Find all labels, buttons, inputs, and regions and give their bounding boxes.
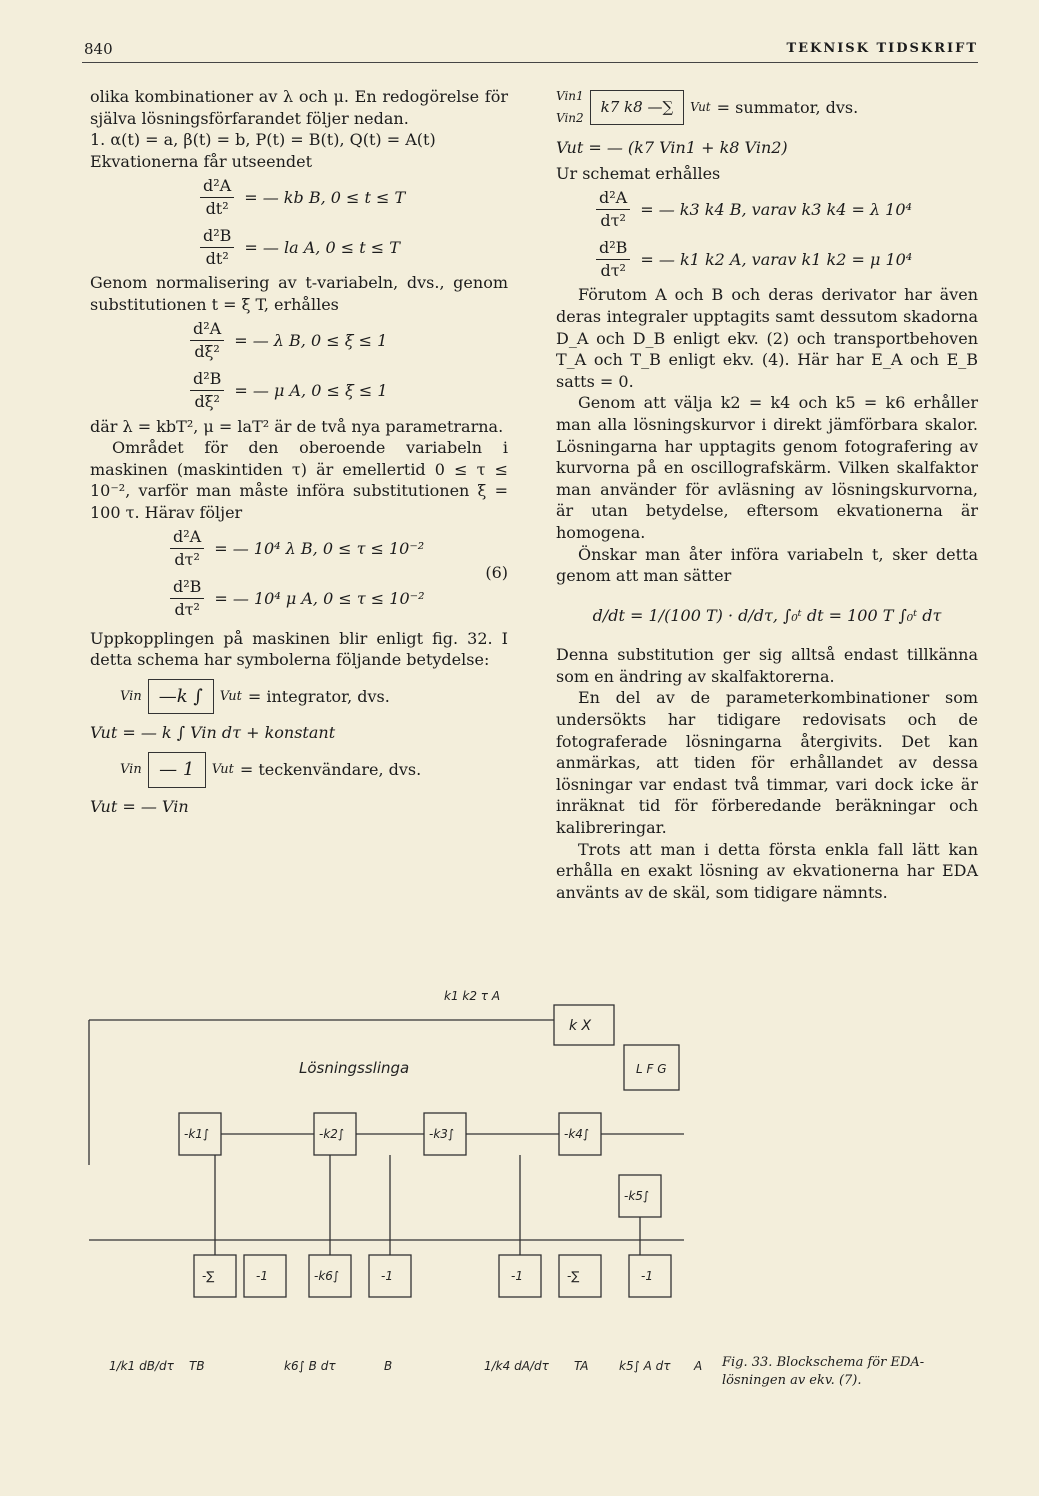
integrator-symbol: Vin —k ∫ Vut = integrator, dvs. (90, 679, 508, 715)
inverter-equation: Vut = — Vin (90, 796, 189, 816)
block-label: -1 (256, 1269, 268, 1283)
figure-top-label: k1 k2 τ A (444, 989, 501, 1003)
page-header (82, 38, 978, 63)
block-label: -1 (381, 1269, 393, 1283)
multiplier-label: k X (569, 1018, 592, 1034)
inverter-symbol: Vin — 1 Vut = teckenvändare, dvs. (90, 752, 508, 788)
block-label: -1 (641, 1269, 653, 1283)
output-label: k5∫ A dτ (619, 1359, 671, 1373)
paragraph: Ur schemat erhålles (556, 163, 721, 183)
block-label: -∑ (567, 1269, 580, 1283)
block-label: -k4∫ (564, 1127, 590, 1141)
equation: $\frac{\text{d²B}}{\text{dτ²}}$ = — k1 k2 A, varav k1 k2 = μ 10⁴ (556, 234, 978, 284)
output-label: 1/k4 dA/dτ (484, 1359, 549, 1373)
output-label: TB (189, 1359, 205, 1373)
equation: $\frac{\text{d²B}}{\text{dτ²}}$ = — 10⁴ μ A, 0 ≤ τ ≤ 10⁻² (90, 574, 508, 624)
block-label: -k1∫ (184, 1127, 210, 1141)
paragraph: Genom normalisering av t-variabeln, dvs., genom substitutionen t = ξ T, erhålles (90, 273, 508, 314)
paragraph: Förutom A och B och deras derivator har även deras integraler upptagits samt dessutom skadorna D_A och D_B enligt ekv. (2) och transportbehoven T_A och T_B enligt ekv. (4). Här har E_A och E_B satts = 0. (556, 285, 978, 391)
paragraph: Önskar man åter införa variabeln t, sker detta genom att man sätter (556, 544, 978, 586)
block-label: -k3∫ (429, 1127, 455, 1141)
integrator-equation: Vut = — k ∫ Vin dτ + konstant (90, 723, 336, 743)
page-number: 840 (84, 40, 113, 58)
block-label: -k2∫ (319, 1127, 345, 1141)
paragraph: Området för den oberoende variabeln i maskinen (maskintiden τ) är emellertid 0 ≤ τ ≤ 10⁻², varför man måste införa substitutionen ξ = 100 τ. Härav följer (90, 438, 508, 522)
equation: $\frac{\text{d²A}}{\text{dτ²}}$ = — k3 k4 B, varav k3 k4 = λ 10⁴ (556, 184, 978, 234)
output-label: k6∫ B dτ (284, 1359, 336, 1373)
equation: $\frac{\text{d²A}}{\text{dτ²}}$ = — 10⁴ λ B, 0 ≤ τ ≤ 10⁻² (90, 524, 508, 574)
journal-title: TEKNISK TIDSKRIFT (786, 41, 978, 56)
block-label: -1 (511, 1269, 523, 1283)
block-label: -k6∫ (314, 1269, 340, 1283)
equation: d/dt = 1/(100 T) · d/dτ, ∫₀ᵗ dt = 100 T ∫₀ᵗ dτ (592, 605, 942, 625)
paragraph: Genom att välja k2 = k4 och k5 = k6 erhåller man alla lösningskurvor i direkt jämförbara skalor. Lösningarna har upptagits genom fotografering av kurvorna på en oscillografskärm. Vilken skalfaktor man använder för avläsning av lösningskurvorna, är utan betydelse, eftersom ekvationerna är homogena. (556, 393, 978, 542)
summator-symbol: Vin1 Vin2 k7 k8 —∑ Vut = summator, dvs. (556, 89, 859, 125)
block-label: -k5∫ (624, 1189, 650, 1203)
paragraph: Uppkopplingen på maskinen blir enligt fig. 32. I detta schema har symbolerna följande betydelse: (90, 628, 508, 670)
left-column (90, 86, 508, 821)
paragraph: olika kombinationer av λ och μ. En redogörelse för själva lösningsförfarandet följer nedan. (90, 87, 508, 128)
paragraph: Ekvationerna får utseendet (90, 151, 313, 171)
figure-caption: Fig. 33. Blockschema för EDA-lösningen av ekv. (7). (722, 1355, 925, 1388)
output-label: TA (574, 1359, 589, 1373)
paragraph: Trots att man i detta första enkla fall lätt kan erhålla en exakt lösning av ekvationerna har EDA använts av de skäl, som tidigare nämnts. (556, 839, 978, 902)
equation: $\frac{\text{d²A}}{\text{dt²}}$ = — kb B, 0 ≤ t ≤ T (90, 172, 508, 222)
equation: $\frac{\text{d²B}}{\text{dt²}}$ = — la A, 0 ≤ t ≤ T (90, 222, 508, 272)
paragraph: där λ = kbT², μ = laT² är de två nya parametrarna. (90, 416, 504, 436)
paragraph: 1. α(t) = a, β(t) = b, P(t) = B(t), Q(t) = A(t) (90, 130, 436, 150)
output-label: B (384, 1359, 393, 1373)
equation-group (90, 524, 508, 624)
loop-label: Lösningsslinga (299, 1059, 410, 1077)
lfg-label: L F G (636, 1062, 667, 1076)
paragraph: En del av de parameterkombinationer som undersökts har tidigare redovisats och de fotograferade lösningarna återgivits. Det kan anmärkas, att tiden för erhållandet av dessa lösningar var endast två timmar, vari dock icke är inräknat tid för förberedande beräkningar och kalibreringar. (556, 688, 978, 838)
equation: $\frac{\text{d²A}}{\text{dξ²}}$ = — λ B, 0 ≤ ξ ≤ 1 (90, 316, 508, 366)
equation: $\frac{\text{d²B}}{\text{dξ²}}$ = — μ A, 0 ≤ ξ ≤ 1 (90, 366, 508, 416)
summator-equation: Vut = — (k7 Vin1 + k8 Vin2) (556, 138, 788, 158)
output-label: A (694, 1359, 703, 1373)
equation-number: (6) (485, 562, 508, 582)
right-column (556, 86, 978, 903)
paragraph: Denna substitution ger sig alltså endast tillkänna som en ändring av skalfaktorerna. (556, 645, 978, 686)
block-label: -∑ (202, 1269, 215, 1283)
output-label: 1/k1 dB/dτ (109, 1359, 174, 1373)
block-diagram (84, 985, 724, 1385)
